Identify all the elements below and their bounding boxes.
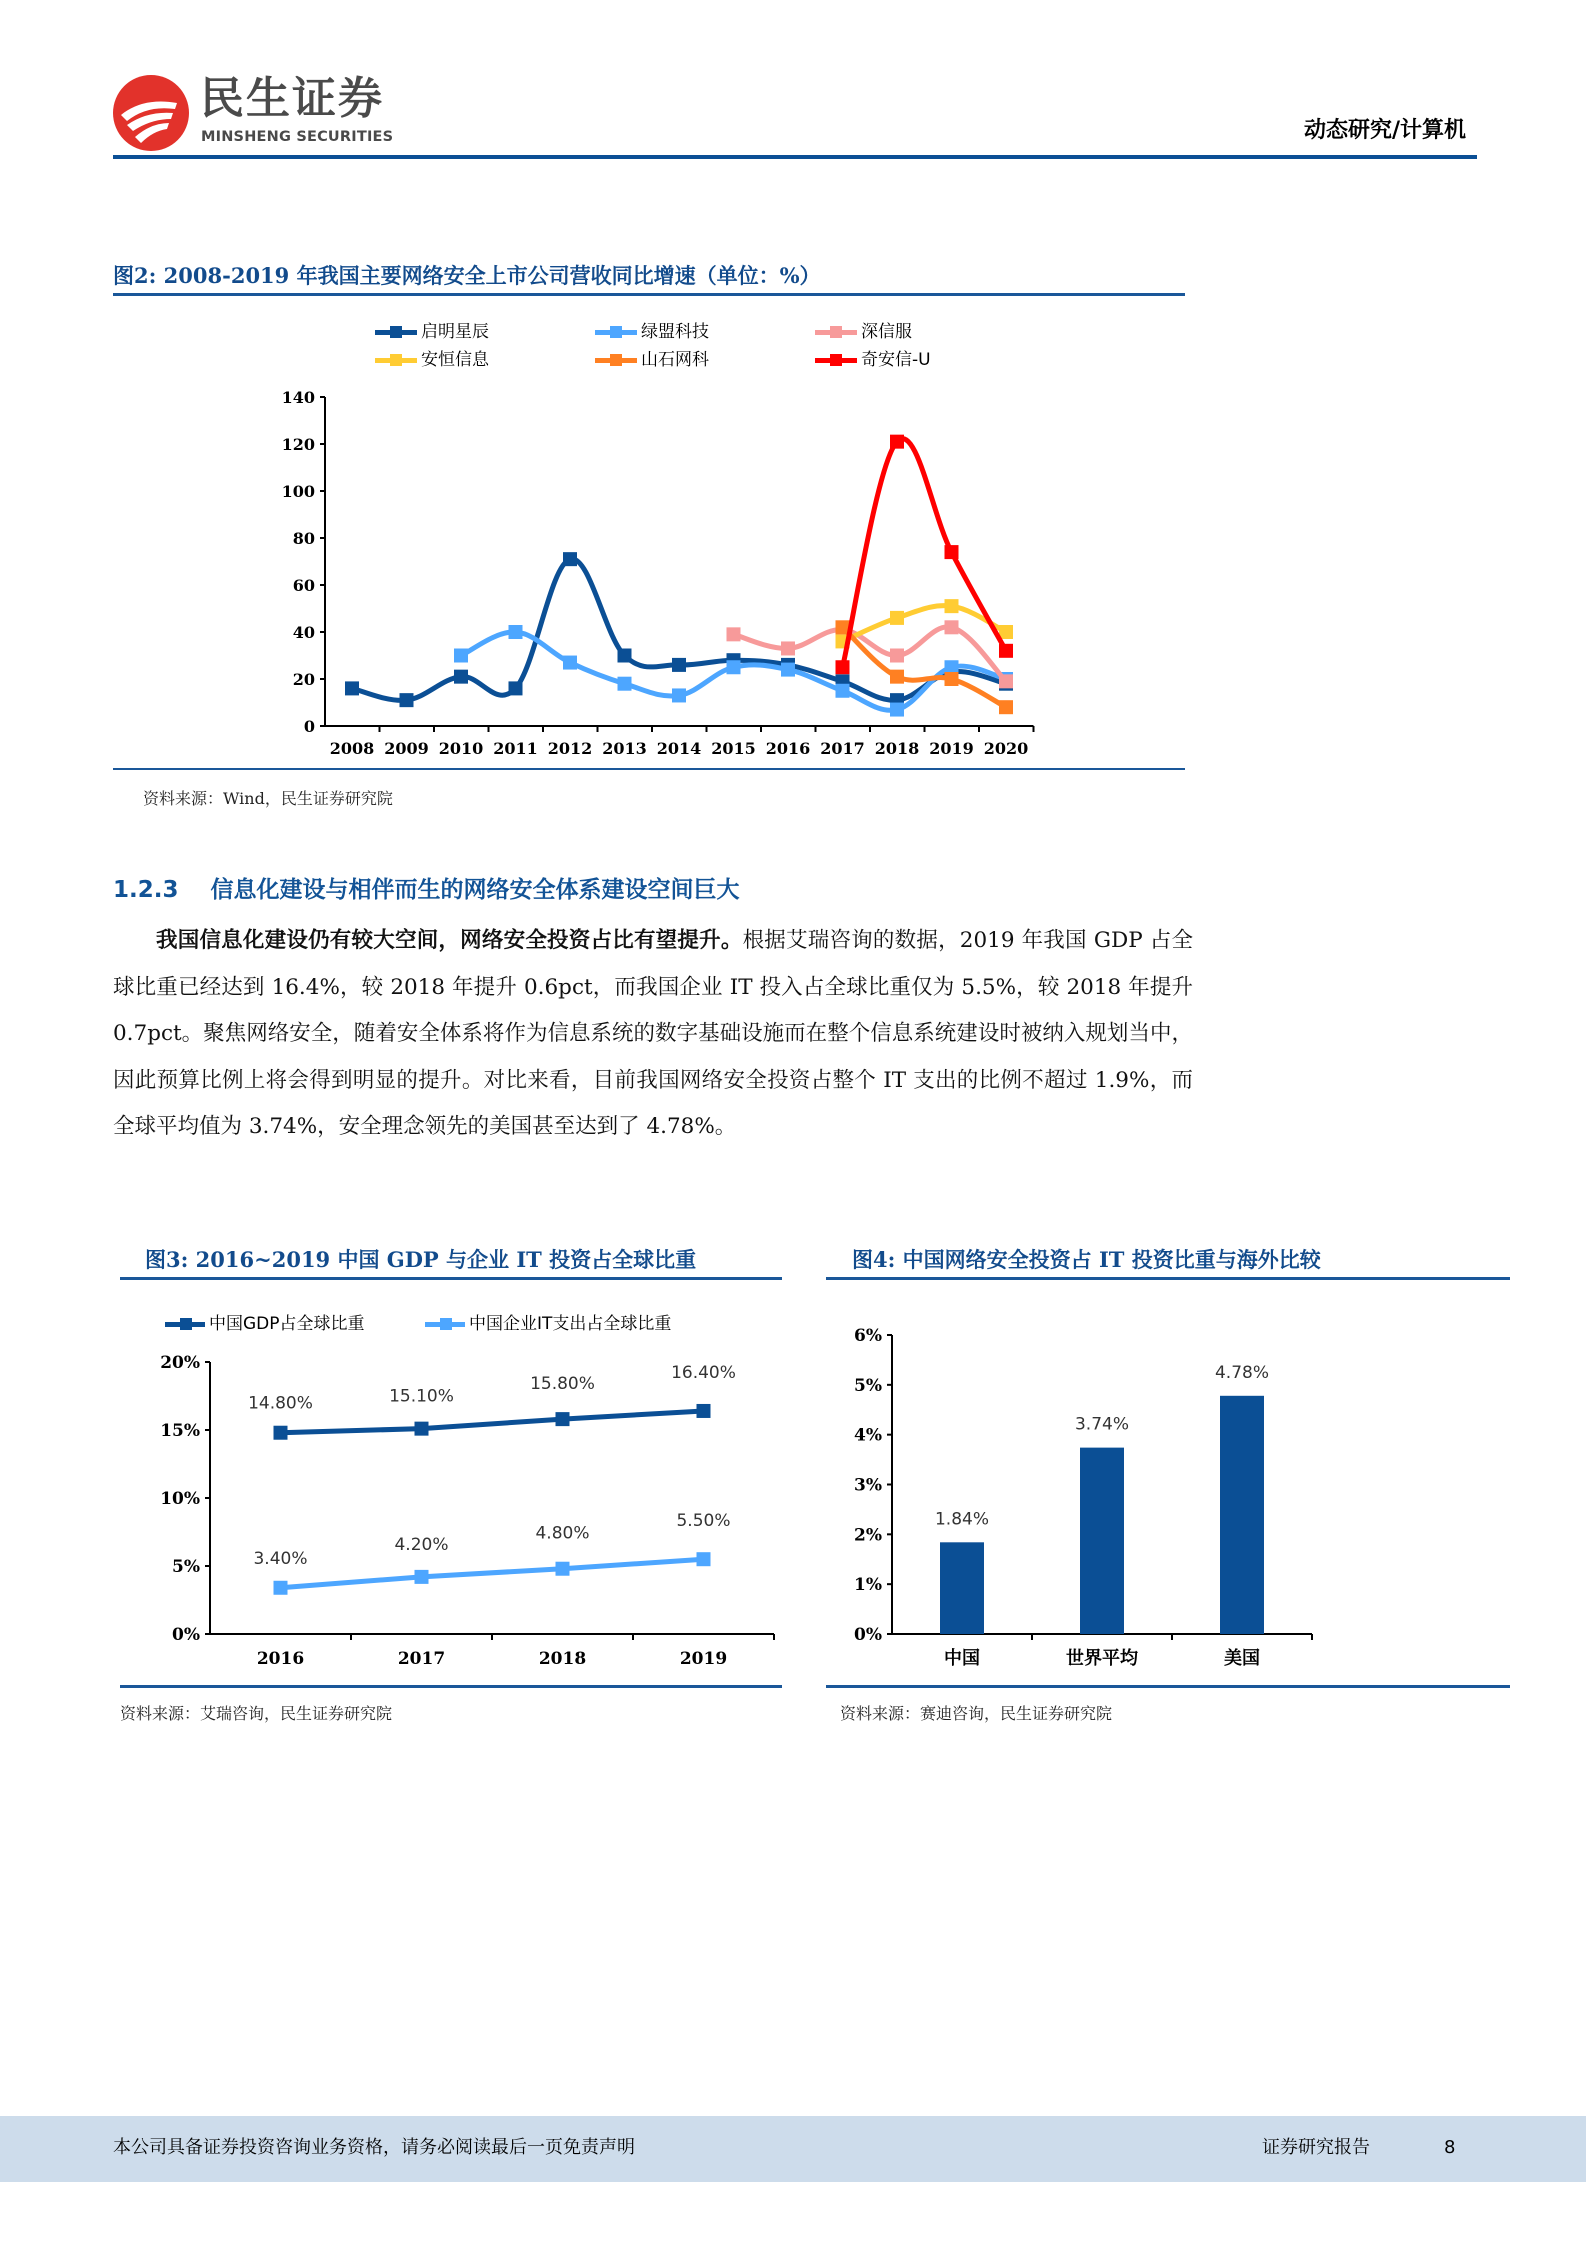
figure3-title: 图3: 2016~2019 中国 GDP 与企业 IT 投资占全球比重	[145, 1247, 697, 1272]
svg-text:6%: 6%	[854, 1326, 882, 1346]
legend-item-qiming	[375, 322, 489, 342]
svg-text:2016: 2016	[765, 739, 811, 758]
svg-text:5%: 5%	[172, 1557, 200, 1577]
svg-text:2016: 2016	[256, 1649, 305, 1669]
figure2-source: 资料来源：Wind，民生证券研究院	[143, 789, 393, 808]
legend-item-qianxin	[815, 350, 931, 370]
svg-text:4.78%: 4.78%	[1214, 1362, 1270, 1383]
figure3-title-rule	[120, 1277, 782, 1280]
svg-text:140: 140	[281, 388, 315, 407]
legend-swatch-sangfor	[815, 330, 857, 335]
svg-text:1%: 1%	[854, 1575, 882, 1596]
section-title: 信息化建设与相伴而生的网络安全体系建设空间巨大	[210, 877, 740, 903]
logo-mark	[113, 75, 189, 151]
svg-text:80: 80	[292, 529, 315, 548]
paragraph-body: 根据艾瑞咨询的数据，2019 年我国 GDP 占全球比重已经达到 16.4%，较 2018 年提升 0.6pct，而我国企业 IT 投入占全球比重仅为 5.5%，较 2018 年提升 0.7pct。聚焦网络安全，随着安全体系将作为信息系统的数字基础设施而在整个信息系统建设时被纳入规划当中，因此预算比例上将会得到明显的提升。对比来看，目前我国网络安全投资占整个 IT 支出的比例不超过 1.9%，而全球平均值为 3.74%，安全理念领先的美国甚至达到了 4.78%。	[113, 928, 1193, 1139]
figure2-bottom-rule	[113, 768, 1185, 770]
legend-label: 奇安信-U	[861, 350, 931, 370]
svg-text:4%: 4%	[854, 1425, 882, 1446]
svg-text:40: 40	[292, 623, 315, 642]
footer-disclaimer: 本公司具备证券投资咨询业务资格，请务必阅读最后一页免责声明	[113, 2137, 635, 2158]
svg-text:2011: 2011	[493, 739, 538, 758]
svg-text:2009: 2009	[384, 739, 429, 758]
legend-label: 安恒信息	[421, 350, 489, 370]
svg-text:2012: 2012	[547, 739, 593, 758]
figure3-line-chart	[120, 1340, 782, 1680]
figure4-bottom-rule	[826, 1685, 1510, 1688]
svg-text:2008: 2008	[329, 739, 375, 758]
figure2-title: 图2: 2008-2019 年我国主要网络安全上市公司营收同比增速（单位：%）	[113, 263, 821, 288]
svg-text:2%: 2%	[854, 1525, 882, 1546]
svg-text:2020: 2020	[983, 739, 1029, 758]
legend-label: 山石网科	[641, 350, 709, 370]
svg-text:5%: 5%	[854, 1375, 882, 1396]
svg-text:0%: 0%	[854, 1625, 882, 1645]
figure3-source: 资料来源：艾瑞咨询，民生证券研究院	[120, 1704, 393, 1723]
svg-text:20%: 20%	[160, 1353, 200, 1373]
svg-text:美国: 美国	[1224, 1648, 1260, 1669]
svg-text:2017: 2017	[397, 1649, 446, 1669]
svg-text:0%: 0%	[172, 1625, 200, 1645]
svg-text:4.80%: 4.80%	[535, 1523, 590, 1544]
legend-swatch-anheng	[375, 358, 417, 363]
figure4-bar-chart	[826, 1310, 1510, 1680]
legend-item-sangfor	[815, 322, 912, 342]
legend-item-hillstone	[595, 350, 709, 370]
svg-text:60: 60	[292, 576, 315, 595]
legend-label: 启明星辰	[421, 322, 489, 342]
svg-text:10%: 10%	[160, 1489, 200, 1509]
legend-swatch-lvmeng	[595, 330, 637, 335]
figure4-title: 图4: 中国网络安全投资占 IT 投资比重与海外比较	[852, 1247, 1321, 1272]
brand-name-cn: 民生证券	[200, 73, 384, 124]
legend-item-it	[425, 1314, 671, 1334]
svg-text:15.10%: 15.10%	[389, 1386, 454, 1407]
svg-text:2014: 2014	[656, 739, 702, 758]
svg-text:0: 0	[303, 717, 315, 736]
svg-text:120: 120	[281, 435, 315, 454]
figure2-line-chart	[250, 380, 1050, 770]
figure3-bottom-rule	[120, 1685, 782, 1688]
legend-item-anheng	[375, 350, 489, 370]
legend-label: 中国GDP占全球比重	[209, 1314, 365, 1334]
legend-label: 绿盟科技	[641, 322, 709, 342]
figure4-title-rule	[826, 1277, 1510, 1280]
svg-text:2018: 2018	[874, 739, 920, 758]
svg-text:4.20%: 4.20%	[394, 1534, 449, 1555]
svg-text:2013: 2013	[602, 739, 647, 758]
svg-text:100: 100	[281, 482, 315, 501]
svg-text:2018: 2018	[538, 1649, 587, 1669]
svg-text:15%: 15%	[160, 1421, 200, 1441]
svg-text:世界平均: 世界平均	[1066, 1648, 1138, 1669]
legend-label: 深信服	[861, 322, 912, 342]
section-number: 1.2.3	[113, 877, 179, 903]
legend-item-lvmeng	[595, 322, 709, 342]
legend-swatch-qiming	[375, 330, 417, 335]
legend-swatch-qianxin	[815, 358, 857, 363]
report-category: 动态研究/计算机	[1303, 117, 1466, 143]
svg-text:2010: 2010	[438, 739, 484, 758]
svg-text:中国: 中国	[944, 1648, 980, 1669]
page-number: 8	[1444, 2137, 1456, 2158]
svg-text:1.84%: 1.84%	[934, 1509, 990, 1530]
figure2-title-rule	[113, 293, 1185, 296]
brand-name-en: MINSHENG SECURITIES	[201, 129, 394, 145]
legend-swatch-gdp	[165, 1322, 205, 1327]
svg-text:20: 20	[292, 670, 315, 689]
legend-label: 中国企业IT支出占全球比重	[469, 1314, 672, 1334]
svg-text:3.40%: 3.40%	[253, 1548, 308, 1569]
header-divider	[113, 155, 1477, 159]
svg-text:3%: 3%	[854, 1475, 882, 1496]
svg-text:2015: 2015	[711, 739, 756, 758]
legend-swatch-hillstone	[595, 358, 637, 363]
svg-text:2017: 2017	[820, 739, 865, 758]
svg-text:16.40%: 16.40%	[671, 1362, 736, 1383]
svg-text:5.50%: 5.50%	[676, 1511, 731, 1532]
paragraph-lead: 我国信息化建设仍有较大空间，网络安全投资占比有望提升。	[156, 928, 743, 953]
footer-report-type: 证券研究报告	[1262, 2137, 1370, 2158]
svg-text:14.80%: 14.80%	[248, 1393, 313, 1414]
logo-stripes-icon	[113, 75, 189, 151]
section-heading	[113, 875, 740, 905]
svg-text:2019: 2019	[929, 739, 974, 758]
legend-item-gdp	[165, 1314, 365, 1334]
legend-swatch-it	[425, 1322, 465, 1327]
figure4-source: 资料来源：赛迪咨询，民生证券研究院	[840, 1704, 1113, 1723]
svg-text:15.80%: 15.80%	[530, 1374, 595, 1395]
svg-text:3.74%: 3.74%	[1074, 1414, 1130, 1435]
body-paragraph	[113, 918, 1193, 1151]
svg-text:2019: 2019	[679, 1649, 728, 1669]
